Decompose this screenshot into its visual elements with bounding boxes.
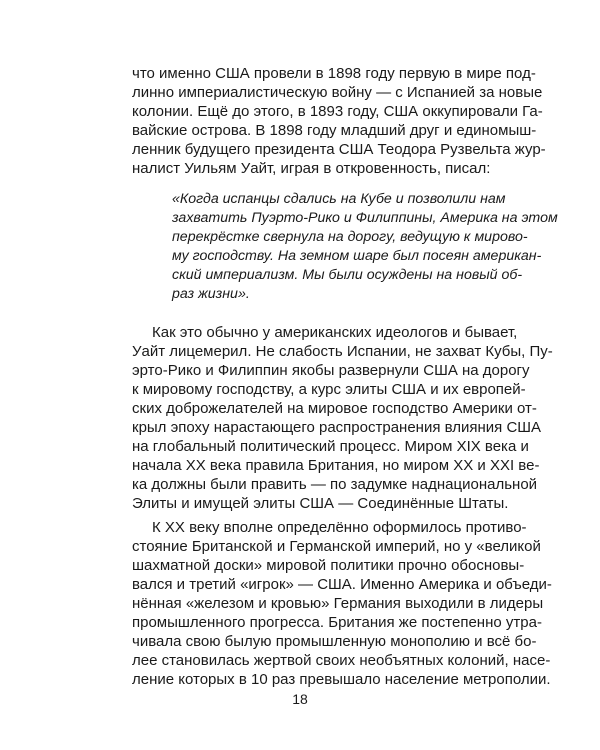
paragraph-2-line: крыл эпоху нарастающего распространения влияния США	[132, 419, 542, 436]
paragraph-2-line: к мировому господству, а курс элиты США и их европей-	[132, 381, 526, 398]
paragraph-1-line: линно империалистическую войну — с Испанией за новые	[132, 84, 543, 101]
paragraph-3-line: К XX веку вполне определённо оформилось противо-	[152, 519, 527, 536]
paragraph-1-line: колонии. Ещё до этого, в 1893 году, США оккупировали Га-	[132, 103, 543, 120]
paragraph-3-line: нённая «железом и кровью» Германия выходили в лидеры	[132, 595, 544, 612]
quote-line: перекрёстке свернула на дорогу, ведущую к мирово-	[172, 229, 528, 245]
page-number: 18	[292, 691, 308, 707]
paragraph-2-line: на глобальный политический процесс. Миром XIX века и	[132, 438, 529, 455]
paragraph-3-line: шахматной доски» мировой политики прочно обосновы-	[132, 557, 525, 574]
paragraph-3-line: промышленного прогресса. Британия же постепенно утра-	[132, 614, 542, 631]
quote-line: раз жизни».	[172, 286, 250, 302]
paragraph-2-line: Как это обычно у американских идеологов и бывает,	[152, 324, 518, 341]
paragraph-1-line: что именно США провели в 1898 году первую в мире под-	[132, 65, 536, 82]
paragraph-3-line: ление которых в 10 раз превышало население метрополии.	[132, 671, 551, 688]
paragraph-1-line: налист Уильям Уайт, играя в откровенность, писал:	[132, 160, 491, 177]
quote-line: захватить Пуэрто-Рико и Филиппины, Америка на этом	[172, 210, 558, 226]
paragraph-2-line: начала XX века правила Британия, но миром XX и XXI ве-	[132, 457, 540, 474]
paragraph-3-line: стояние Британской и Германской империй, но у «великой	[132, 538, 541, 555]
paragraph-1-line: ленник будущего президента США Теодора Рузвельта жур-	[132, 141, 546, 158]
paragraph-2-line: Уайт лицемерил. Не слабость Испании, не захват Кубы, Пу-	[132, 343, 553, 360]
paragraph-3-line: вался и третий «игрок» — США. Именно Америка и объеди-	[132, 576, 552, 593]
quote-line: ский империализм. Мы были осуждены на новый об-	[172, 267, 523, 283]
quote-line: «Когда испанцы сдались на Кубе и позволили нам	[172, 191, 506, 207]
paragraph-2-line: эрто-Рико и Филиппин якобы развернули США на дорогу	[132, 362, 530, 379]
paragraph-3-line: лее становилась жертвой своих необъятных колоний, насе-	[132, 652, 551, 669]
paragraph-2-line: ка должны были править — по задумке наднациональной	[132, 476, 538, 493]
paragraph-1-line: вайские острова. В 1898 году младший друг и единомыш-	[132, 122, 537, 139]
paragraph-3-line: чивала свою былую промышленную монополию и всё бо-	[132, 633, 537, 650]
paragraph-2-line: Элиты и имущей элиты США — Соединённые Штаты.	[132, 495, 509, 512]
quote-line: му господству. На земном шаре был посеян американ-	[172, 248, 542, 264]
paragraph-2-line: ских доброжелателей на мировое господство Америки от-	[132, 400, 537, 417]
